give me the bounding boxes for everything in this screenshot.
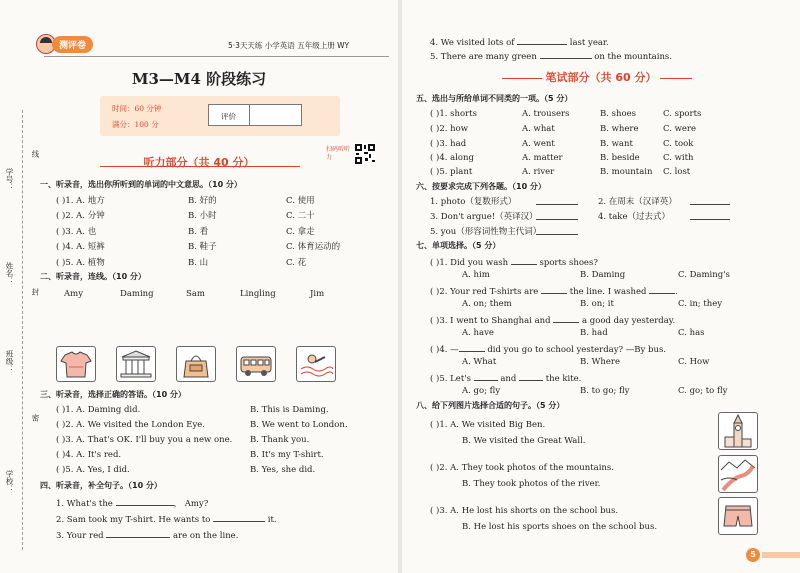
q5-row-4: ( )4. along A. matter B. beside C. with bbox=[430, 153, 694, 163]
header-rule bbox=[44, 56, 389, 57]
q8-item-3-b: B. He lost his sports shoes on the school bus. bbox=[462, 522, 658, 532]
q3-row-2: ( )2. A. We visited the London Eye. B. We went to London. bbox=[56, 420, 348, 430]
badge: 测评卷 bbox=[52, 36, 93, 53]
score-label: 满分：100 分 bbox=[112, 120, 159, 129]
q2-name-amy: Amy bbox=[64, 289, 84, 299]
q5-row-5: ( )5. plant A. river B. mountain C. lost bbox=[430, 167, 691, 177]
q1-heading: 一、听录音，选出你所听到的单词的中文意思。（10 分） bbox=[40, 180, 242, 189]
q6-item-4: 4. take（过去式） bbox=[598, 212, 670, 222]
right-page bbox=[402, 0, 800, 573]
margin-seal-mark: 封 bbox=[31, 288, 40, 296]
q8-item-2-b: B. They took photos of the river. bbox=[462, 479, 601, 489]
q8-item-1-b: B. We visited the Great Wall. bbox=[462, 436, 586, 446]
swim-picture bbox=[296, 346, 336, 382]
q7-q4-options: A. What B. Where C. How bbox=[462, 357, 710, 367]
q1-row-1: ( )1. A. 地方 B. 好的 C. 使用 bbox=[56, 196, 315, 206]
q3-heading: 三、听录音，选择正确的答语。（10 分） bbox=[40, 390, 186, 399]
q1-row-4: ( )4. A. 短裤 B. 鞋子 C. 体育运动的 bbox=[56, 242, 341, 252]
q1-row-2: ( )2. A. 分钟 B. 小时 C. 二十 bbox=[56, 211, 315, 221]
q6-item-5: 5. you（形容词性物主代词） bbox=[430, 227, 542, 237]
q7-q2: ( )2. Your red T-shirts are the line. I washed . bbox=[430, 287, 678, 297]
q7-q3-options: A. have B. had C. has bbox=[462, 328, 705, 338]
tshirt-picture bbox=[56, 346, 96, 382]
q8-heading: 八、给下列图片选择合适的句子。（5 分） bbox=[416, 401, 565, 410]
q7-q4: ( )4. — did you go to school yesterday? —By bus. bbox=[430, 345, 667, 355]
time-label: 时间：60 分钟 bbox=[112, 104, 162, 113]
river-picture bbox=[718, 455, 758, 493]
info-box bbox=[100, 96, 340, 136]
q7-q5: ( )5. Let's and the kite. bbox=[430, 374, 582, 384]
page-title: M3—M4 阶段练习 bbox=[131, 70, 267, 88]
q4-item-5: 5. There are many green on the mountains. bbox=[430, 52, 672, 62]
left-page bbox=[0, 0, 398, 573]
q4-item-1: 1. What's the ， Amy? bbox=[56, 499, 209, 509]
q3-row-1: ( )1. A. Daming did. B. This is Daming. bbox=[56, 405, 329, 415]
q3-row-3: ( )3. A. That's OK. I'll buy you a new one. B. Thank you. bbox=[56, 435, 310, 445]
listening-section-title: 听力部分（共 40 分） bbox=[143, 156, 255, 169]
temple-picture bbox=[116, 346, 156, 382]
shorts-picture bbox=[718, 497, 758, 535]
bus-picture bbox=[236, 346, 276, 382]
q2-heading: 二、听录音，连线。（10 分） bbox=[40, 272, 146, 281]
q2-name-daming: Daming bbox=[120, 289, 154, 299]
q5-row-3: ( )3. had A. went B. want C. took bbox=[430, 139, 694, 149]
writing-section-title: 笔试部分（共 60 分） bbox=[402, 69, 800, 85]
eval-box bbox=[208, 104, 302, 126]
cut-line bbox=[22, 110, 23, 550]
big-ben-picture bbox=[718, 412, 758, 450]
q1-row-5: ( )5. A. 植物 B. 山 C. 花 bbox=[56, 258, 307, 268]
q7-q1-options: A. him B. Daming C. Daming's bbox=[462, 270, 730, 280]
series-label: 5·3天天练 小学英语 五年级上册 WY bbox=[228, 41, 350, 50]
q4-item-2: 2. Sam took my T-shirt. He wants to it. bbox=[56, 515, 277, 525]
q2-name-sam: Sam bbox=[186, 289, 205, 299]
page-number: 5 bbox=[746, 548, 760, 562]
q7-q1: ( )1. Did you wash sports shoes? bbox=[430, 258, 598, 268]
q2-name-jim: Jim bbox=[310, 289, 325, 299]
eval-label: 评价 bbox=[221, 112, 236, 121]
q6-item-3: 3. Don't argue!（英译汉） bbox=[430, 212, 538, 222]
q6-heading: 六、按要求完成下列各题。（10 分） bbox=[416, 182, 546, 191]
margin-secret-mark: 密 bbox=[31, 414, 40, 422]
q8-item-3-a: ( )3. A. He lost his shorts on the school bus. bbox=[430, 506, 619, 516]
q6-item-2: 2. 在周末（汉译英） bbox=[598, 197, 677, 207]
qr-label: 扫码听听力 bbox=[326, 146, 351, 161]
q1-row-3: ( )3. A. 也 B. 看 C. 拿走 bbox=[56, 227, 315, 237]
q5-row-2: ( )2. how A. what B. where C. were bbox=[430, 124, 697, 134]
q7-q3: ( )3. I went to Shanghai and a good day yesterday. bbox=[430, 316, 676, 326]
margin-name: 姓名： bbox=[5, 262, 14, 285]
margin-school: 学校： bbox=[5, 470, 14, 493]
q4-heading: 四、听录音，补全句子。（10 分） bbox=[40, 481, 162, 490]
q8-item-1-a: ( )1. A. We visited Big Ben. bbox=[430, 420, 546, 430]
q8-item-2-a: ( )2. A. They took photos of the mountains. bbox=[430, 463, 614, 473]
q5-heading: 五、选出与所给单词不同类的一项。（5 分） bbox=[416, 94, 573, 103]
margin-student-id: 学号： bbox=[5, 168, 14, 191]
margin-class: 班级： bbox=[5, 350, 14, 373]
q6-item-1: 1. photo（复数形式） bbox=[430, 197, 517, 207]
q3-row-5: ( )5. A. Yes, I did. B. Yes, she did. bbox=[56, 465, 316, 475]
bag-picture bbox=[176, 346, 216, 382]
q4-item-3: 3. Your red are on the line. bbox=[56, 531, 239, 541]
q5-row-1: ( )1. shorts A. trousers B. shoes C. sports bbox=[430, 109, 702, 119]
margin-line-mark: 线 bbox=[31, 150, 40, 158]
q3-row-4: ( )4. A. It's red. B. It's my T-shirt. bbox=[56, 450, 324, 460]
q4-item-4: 4. We visited lots of last year. bbox=[430, 38, 609, 48]
q7-q2-options: A. on; them B. on; it C. in; they bbox=[462, 299, 723, 309]
q2-name-lingling: Lingling bbox=[240, 289, 276, 299]
q7-q5-options: A. go; fly B. to go; fly C. go; to fly bbox=[462, 386, 728, 396]
q7-heading: 七、单项选择。（5 分） bbox=[416, 241, 501, 250]
